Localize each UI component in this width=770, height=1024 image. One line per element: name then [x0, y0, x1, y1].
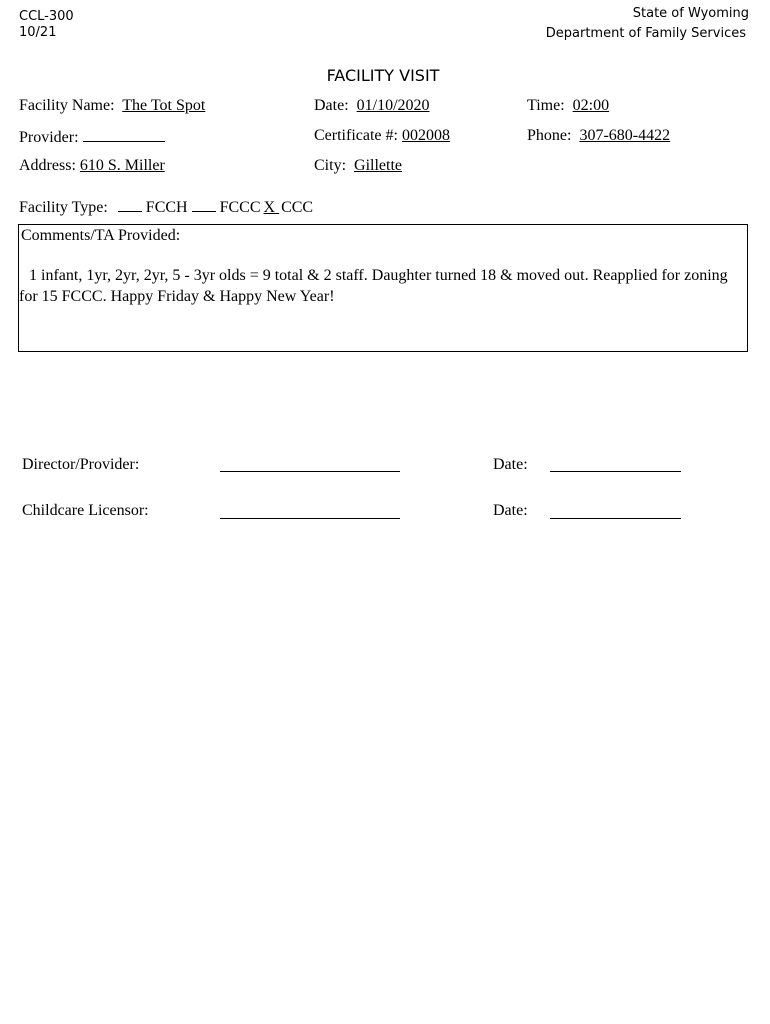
- comments-label: Comments/TA Provided:: [21, 227, 181, 244]
- fcch-option: FCCH: [145, 199, 188, 216]
- facility-type-label: Facility Type:: [19, 199, 108, 216]
- address-row: [19, 157, 165, 175]
- facility-type-row: [19, 197, 313, 217]
- city-value: Gillette: [354, 157, 402, 174]
- page-title: FACILITY VISIT: [326, 66, 440, 85]
- certificate-label: Certificate #:: [314, 127, 398, 144]
- visit-date-row: [314, 97, 430, 115]
- certificate-row: [314, 127, 450, 145]
- visit-date-value: 01/10/2020: [356, 97, 430, 114]
- certificate-value: 002008: [401, 127, 450, 144]
- licensor-date-label: Date:: [493, 502, 528, 519]
- form-revision-date: 10/21: [19, 25, 57, 40]
- director-signature-line: [220, 471, 400, 472]
- address-label: Address:: [19, 157, 76, 174]
- facility-name-row: [19, 97, 205, 115]
- fcch-checkbox-blank: [118, 197, 142, 212]
- provider-blank: [83, 127, 165, 142]
- address-value: 610 S. Miller: [79, 157, 165, 174]
- city-row: [314, 157, 402, 175]
- licensor-signature-line: [220, 518, 400, 519]
- comments-text: 1 infant, 1yr, 2yr, 2yr, 5 - 3yr olds = 9 total & 2 staff. Daughter turned 18 & moved out. Reapplied for zoning for 15 FCCC. Happy Friday & Happy New Year!: [19, 267, 728, 305]
- director-date-line: [550, 471, 681, 472]
- comments-box: [18, 224, 748, 352]
- fccc-checkbox-blank: [192, 197, 216, 212]
- agency-state: State of Wyoming: [632, 6, 749, 21]
- childcare-licensor-label: Childcare Licensor:: [22, 502, 149, 519]
- ccc-option: CCC: [281, 199, 314, 216]
- form-code: CCL-300: [19, 9, 74, 24]
- ccc-checkbox-mark: X: [263, 199, 276, 216]
- phone-value: 307-680-4422: [579, 127, 671, 144]
- fccc-option: FCCC: [219, 199, 261, 216]
- phone-label: Phone:: [527, 127, 572, 144]
- licensor-date-line: [550, 518, 681, 519]
- visit-date-label: Date:: [314, 97, 349, 114]
- city-label: City:: [314, 157, 347, 174]
- facility-name-value: The Tot Spot: [122, 97, 206, 114]
- provider-row: [19, 127, 165, 147]
- agency-department: Department of Family Services: [545, 26, 746, 41]
- visit-time-label: Time:: [527, 97, 565, 114]
- phone-row: [527, 127, 670, 145]
- visit-time-value: 02:00: [572, 97, 610, 114]
- provider-label: Provider:: [19, 129, 79, 146]
- director-date-label: Date:: [493, 456, 528, 473]
- facility-name-label: Facility Name:: [19, 97, 115, 114]
- director-provider-label: Director/Provider:: [22, 456, 140, 473]
- visit-time-row: [527, 97, 609, 115]
